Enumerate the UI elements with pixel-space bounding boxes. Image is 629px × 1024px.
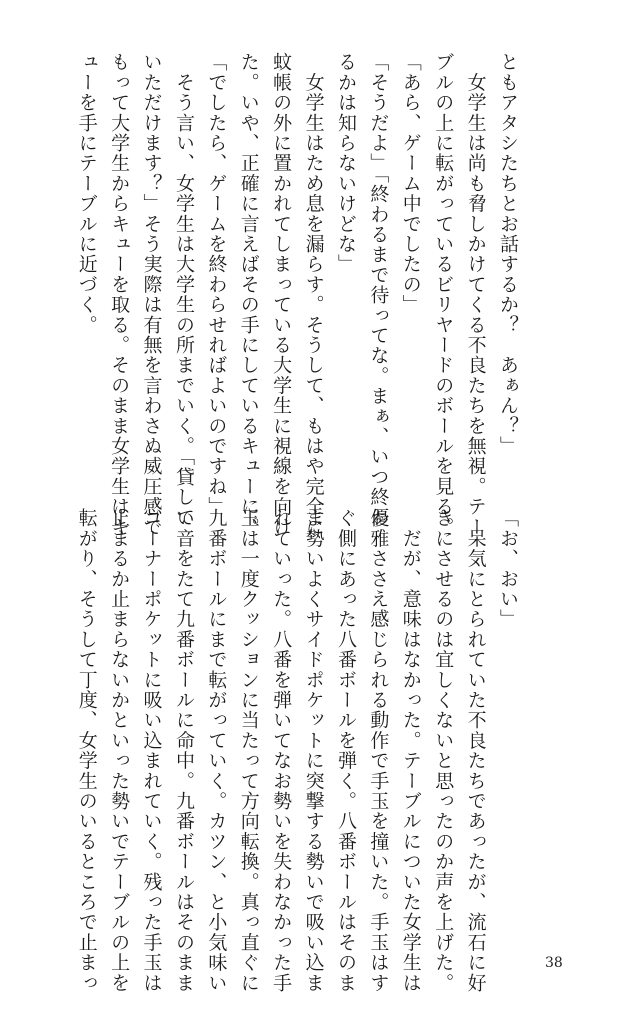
text-line: 女学生は尚も脅しかけてくる不良たちを無視。テー [464, 52, 487, 537]
lower-text-block [75, 508, 524, 993]
page-number: 38 [545, 955, 563, 971]
text-line: ューを手にテーブルに近づく。 [75, 52, 98, 335]
text-line: だが、意味はなかった。テーブルについた女学生は [399, 508, 422, 993]
text-line: 「あら、ゲーム中でしたの」 [399, 52, 422, 315]
text-line: ともアタシたちとお話するか？ あぁん？」 [497, 52, 519, 456]
text-line: 蚊帳の外に置かれてしまっている大学生に視線を向け [270, 52, 293, 537]
text-line: 女学生はため息を漏らす。そうして、もはや完全に [302, 52, 325, 537]
text-line: いただけます？」そう実際は有無を言わさぬ威圧感で [140, 52, 163, 537]
text-line: 「でしたら、ゲームを終わらせればよいのですね」 [205, 52, 228, 517]
text-line: た。いや、正確に言えばその手にしているキューに。 [237, 52, 260, 537]
text-line: もって大学生からキューを取る。そのまま女学生はキ [108, 52, 131, 537]
text-line: 優雅ささえ感じられる動作で手玉を撞いた。手玉はす [367, 508, 390, 993]
text-line: 呆気にとられていた不良たちであったが、流石に好 [464, 508, 487, 993]
text-line: 「お、おい」 [497, 508, 519, 630]
text-line: 「そうだよ」「終わるまで待ってな。まぁ、いつ終わ [367, 52, 390, 528]
text-line: ま勢いよくサイドポケットに突撃する勢いで吸い込ま [302, 508, 325, 993]
upper-text-block [75, 52, 524, 537]
text-line: そう言い、女学生は大学生の所までいく。「貸して [172, 52, 195, 528]
text-line: るかは知らないけどな」 [334, 52, 357, 275]
text-line: 九番ボールにまで転がっていく。カツン、と小気味い [205, 508, 228, 993]
text-line: 止まるか止まらないかといった勢いでテーブルの上を [108, 508, 131, 993]
text-line: れていった。八番を弾いてなお勢いを失わなかった手 [270, 508, 293, 993]
text-line: 転がり、そうして丁度、女学生のいるところで止まっ [75, 508, 98, 993]
text-line: ブルの上に転がっているビリヤードのボールを見る。 [432, 52, 455, 537]
text-line: 玉は一度クッションに当たって方向転換。真っ直ぐに [237, 508, 260, 993]
text-line: きにさせるのは宜しくないと思ったのか声を上げた。 [432, 508, 455, 993]
text-line: コーナーポケットに吸い込まれていく。残った手玉は [140, 508, 163, 993]
text-line: ぐ側にあった八番ボールを弾く。八番ボールはそのま [334, 508, 357, 993]
text-line: い音をたて九番ボールに命中。九番ボールはそのまま [172, 508, 195, 993]
